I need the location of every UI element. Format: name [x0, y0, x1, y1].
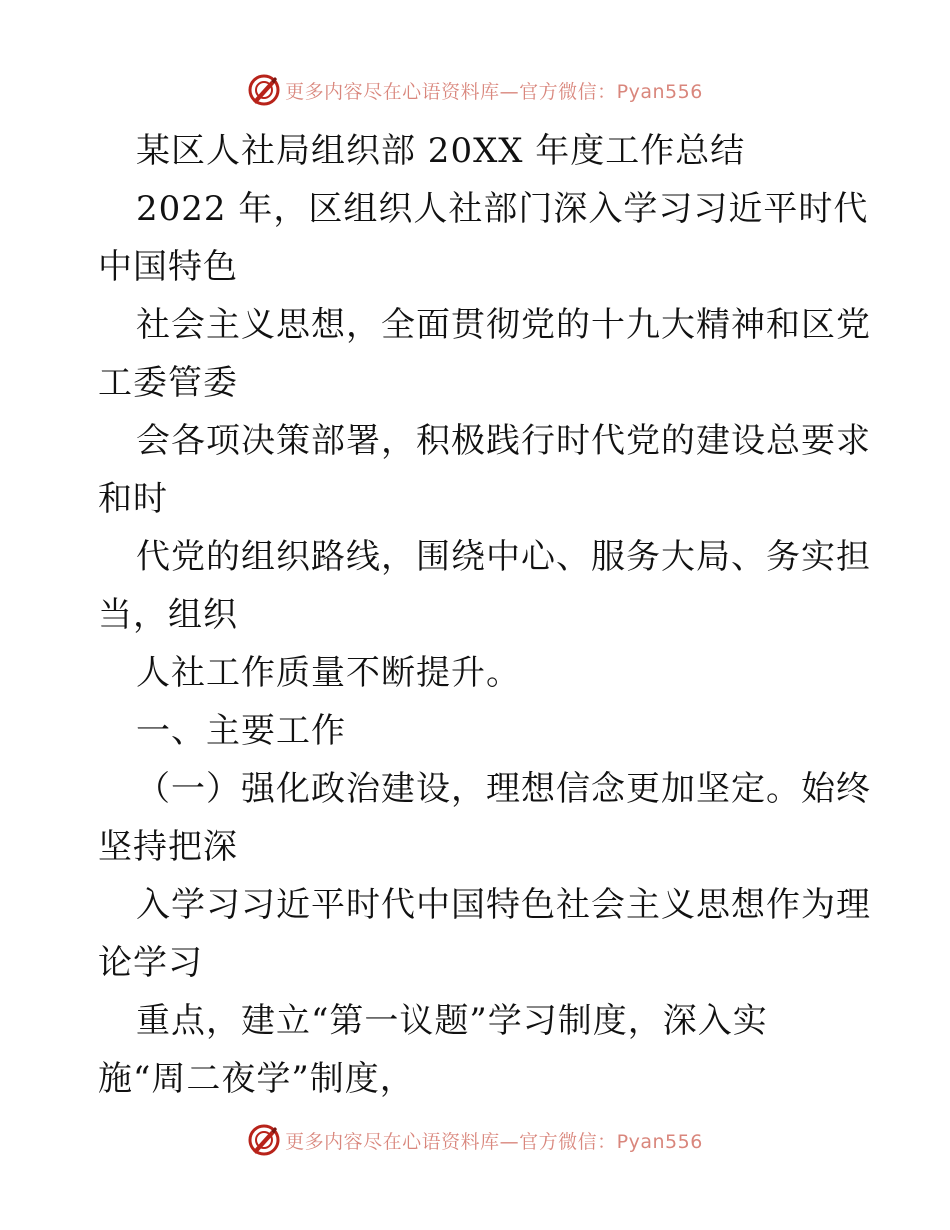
paragraph-line: 和时: [98, 479, 168, 519]
paragraph-line: 重点，建立“第一议题”学习制度，深入实: [136, 1001, 768, 1041]
paragraph-line: 施“周二夜学”制度，: [98, 1059, 415, 1099]
document-body: [98, 122, 871, 1108]
section-heading: 一、主要工作: [136, 711, 346, 751]
paragraph-line: 入学习习近平时代中国特色社会主义思想作为理: [136, 885, 871, 925]
pen-logo-icon: [247, 73, 281, 107]
paragraph-line: 社会主义思想，全面贯彻党的十九大精神和区党: [136, 305, 871, 345]
paragraph-line: 当，组织: [98, 595, 238, 635]
watermark-text: 更多内容尽在心语资料库—官方微信：Pyan556: [285, 1130, 703, 1153]
watermark-banner-bottom: [0, 1120, 950, 1160]
paragraph-line: 工委管委: [98, 363, 238, 403]
paragraph-line: 会各项决策部署，积极践行时代党的建设总要求: [136, 421, 871, 461]
paragraph-line: 2022 年，区组织人社部门深入学习习近平时代: [136, 189, 869, 229]
paragraph-line: 人社工作质量不断提升。: [136, 653, 521, 693]
watermark-text: 更多内容尽在心语资料库—官方微信：Pyan556: [285, 80, 703, 103]
paragraph-line: 代党的组织路线，围绕中心、服务大局、务实担: [136, 537, 871, 577]
paragraph-line: 中国特色: [98, 247, 238, 287]
document-title: 某区人社局组织部 20XX 年度工作总结: [136, 131, 746, 171]
pen-logo-icon: [247, 1123, 281, 1157]
paragraph-line: 坚持把深: [98, 827, 238, 867]
paragraph-line: （一）强化政治建设，理想信念更加坚定。始终: [136, 769, 871, 809]
paragraph-line: 论学习: [98, 943, 203, 983]
watermark-banner-top: [0, 70, 950, 110]
